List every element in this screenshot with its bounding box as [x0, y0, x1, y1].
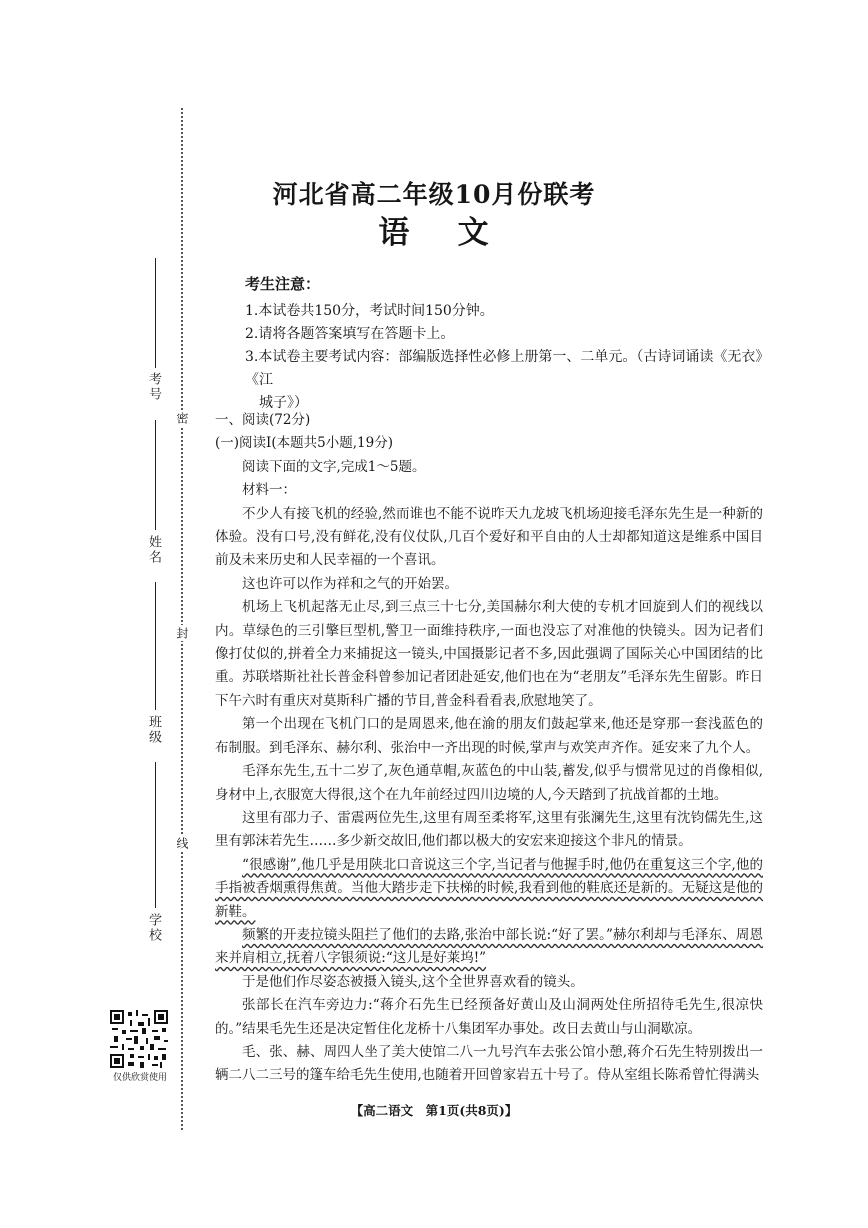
paragraph: 不少人有接飞机的经验,然而谁也不能不说昨天九龙坡飞机场迎接毛泽东先生是一种新的体验。没有口号,没有鲜花,没有仪仗队,几百个爱好和平自由的人士却都知道这是维系中国目前及未来历史和人民幸福的一个喜讯。 [215, 505, 763, 569]
name-blank [155, 420, 156, 530]
page-footer: 【高二语文 第1页(共8页)】 [350, 1103, 518, 1118]
seal-char-feng: 封 [175, 627, 189, 639]
paragraph: 毛、张、赫、周四人坐了美大使馆二八一九号汽车去张公馆小憩,蒋介石先生特别拨出一辆二八二三号的篷车给毛先生使用,也随着开回曾家岩五十号了。侍从室组长陈希曾忙得满头 [215, 1043, 763, 1084]
part-heading: (一)阅读Ⅰ(本题共5小题,19分) [215, 435, 393, 452]
section-heading: 一、阅读(72分) [215, 412, 311, 428]
class-label: 班级 [146, 715, 161, 745]
notice-heading: 考生注意： [245, 275, 321, 293]
qr-caption: 仅供欣赏使用 [112, 1073, 167, 1083]
class-blank [155, 582, 156, 710]
paragraph: 张部长在汽车旁边力:“蒋介石先生已经预备好黄山及山洞两处住所招待毛先生,很凉快的。”结果毛先生还是决定暂住化龙桥十八集团军办事处。改日去黄山与山洞歇凉。 [215, 997, 763, 1037]
exam-subject: 语 文 [378, 215, 490, 251]
paragraph: 这也许可以作为祥和之气的开始罢。 [242, 575, 458, 592]
paragraph: 于是他们作尽姿态被摄入镜头,这个全世界喜欢看的镜头。 [242, 973, 584, 990]
underlined-paragraph: 频繁的开麦拉镜头阻拦了他们的去路,张治中部长说:“好了罢。”赫尔利却与毛泽东、周恩来并肩相立,抚着八字银须说:“这儿是好莱坞!” [215, 926, 763, 967]
qr-code-image [110, 1010, 168, 1068]
paragraph: 这里有邵力子、雷震两位先生,这里有周至柔将军,这里有张澜先生,这里有沈钧儒先生,这里有郭沫若先生……多少新交故旧,他们都以极大的安宏来迎接这个非凡的情景。 [215, 809, 763, 850]
notice-item-3-cont: 城子》） [259, 395, 308, 411]
school-label: 学校 [146, 913, 161, 943]
seal-char-xian: 线 [175, 837, 189, 849]
notice-item-2: 2.请将各题答案填写在答题卡上。 [245, 326, 455, 342]
binding-dotted-line [181, 108, 183, 1130]
instruction: 阅读下面的文字,完成1～5题。 [242, 458, 426, 475]
paragraph: 毛泽东先生,五十二岁了,灰色通草帽,灰蓝色的中山装,蓄发,似乎与惯常见过的肖像相似,身材中上,衣服宽大得很,这个在九年前经过四川边境的人,今天踏到了抗战首都的土地。 [215, 763, 763, 803]
paragraph: 机场上飞机起落无止尽,到三点三十七分,美国赫尔利大使的专机才回旋到人们的视线以内。草绿色的三引擎巨型机,警卫一面维持秩序,一面也没忘了对准他的快镜头。因为记者们像打仗似的,拼着全力来捕捉这一镜头,中国摄影记者不多,因此强调了国际关心中国团结的比重。苏联塔斯社社长普金科曾参加记者团赴延安,他们也在为“老朋友”毛泽东先生留影。昨日下午六时有重庆对莫斯科广播的节目,普金科看看表,欣慰地笑了。 [215, 599, 763, 709]
material-label: 材料一： [242, 482, 296, 499]
name-label: 姓名 [146, 535, 161, 565]
candidate-notice [245, 273, 765, 415]
exam-title: 河北省高二年级10月份联考 [272, 180, 596, 209]
seal-char-mi: 密 [175, 412, 189, 424]
notice-item-1: 1.本试卷共150分，考试时间150分钟。 [245, 303, 494, 319]
exam-number-blank [155, 258, 156, 368]
notice-item-3: 3.本试卷主要考试内容：部编版选择性必修上册第一、二单元。（古诗词诵读《无衣》《江 [245, 349, 763, 388]
paragraph: 第一个出现在飞机门口的是周恩来,他在渝的朋友们鼓起掌来,他还是穿那一套浅蓝色的布制服。到毛泽东、赫尔利、张治中一齐出现的时候,掌声与欢笑声齐作。延安来了九个人。 [215, 716, 763, 756]
reading-passage [215, 409, 763, 1088]
exam-number-label: 考号 [146, 372, 161, 402]
school-blank [155, 762, 156, 908]
underlined-paragraph: “很感谢”,他几乎是用陕北口音说这三个字,当记者与他握手时,他仍在重复这三个字,他的手指被香烟熏得焦黄。当他大踏步走下扶梯的时候,我看到他的鞋底还是新的。无疑这是他的新鞋。 [215, 856, 763, 920]
